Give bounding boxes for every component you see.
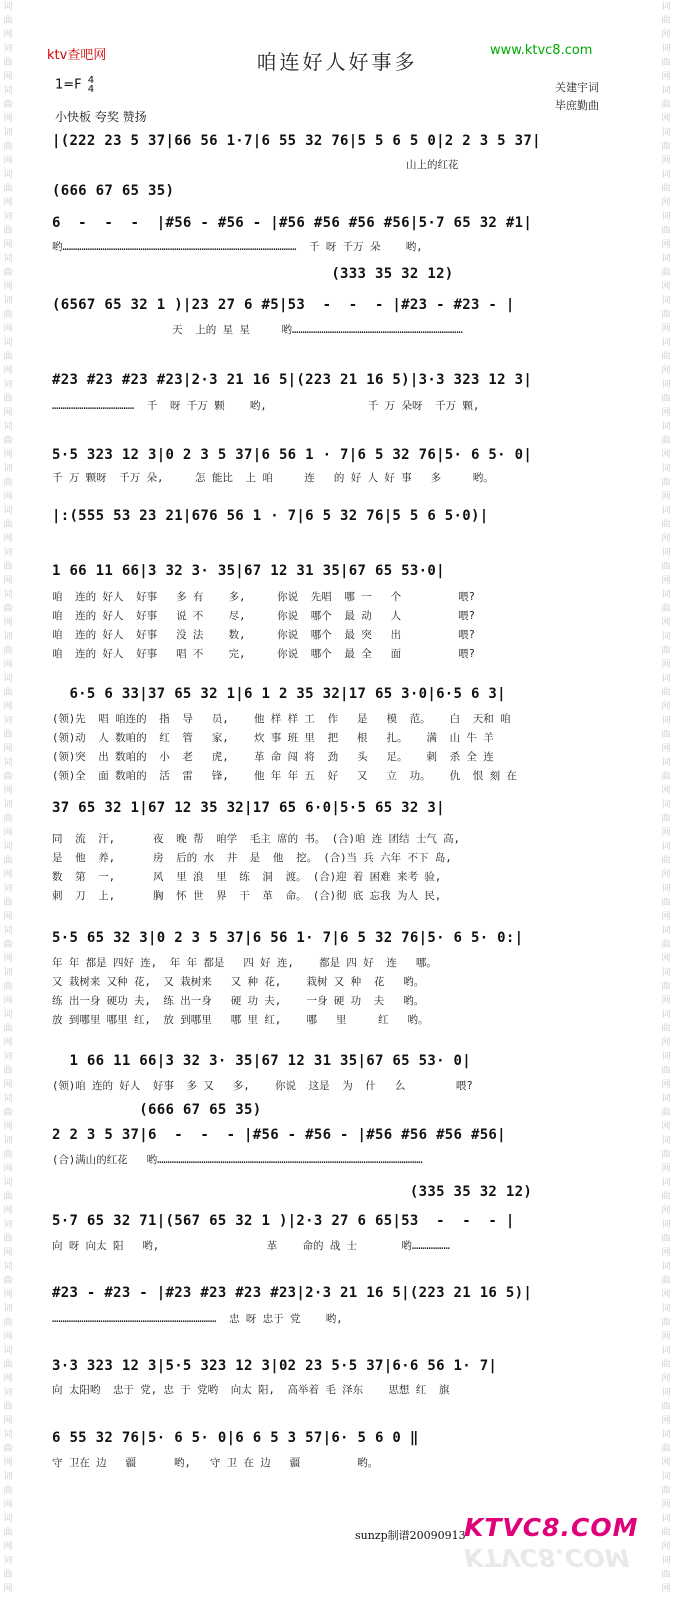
watermark-char: 词 [3, 1346, 13, 1356]
watermark-char: 网 [3, 198, 13, 208]
watermark-char: 曲 [661, 1360, 671, 1370]
watermark-char: 曲 [661, 1108, 671, 1118]
watermark-char: 曲 [661, 814, 671, 824]
composer: 毕庶勤曲 [555, 99, 599, 112]
watermark-char: 网 [661, 1374, 671, 1384]
watermark-char: 词 [3, 464, 13, 474]
watermark-char: 网 [3, 282, 13, 292]
watermark-char: 网 [3, 1038, 13, 1048]
watermark-char: 曲 [3, 100, 13, 110]
watermark-char: 词 [3, 884, 13, 894]
watermark-char: 词 [3, 1304, 13, 1314]
watermark-char: 网 [661, 1290, 671, 1300]
watermark-char: 词 [3, 1262, 13, 1272]
watermark-char: 曲 [3, 520, 13, 530]
watermark-char: 词 [3, 758, 13, 768]
watermark-char: 曲 [661, 142, 671, 152]
watermark-char: 网 [661, 1542, 671, 1552]
notation-line: (335 35 32 12) [52, 1184, 533, 1200]
watermark-char: 词 [661, 1010, 671, 1020]
watermark-char: 网 [661, 1038, 671, 1048]
watermark-char: 曲 [3, 142, 13, 152]
lyrics-line: (合)满山的红花 哟……………………………………………………………………………………………………………… [52, 1154, 423, 1166]
watermark-char: 网 [3, 954, 13, 964]
watermark-char: 词 [661, 422, 671, 432]
watermark-char: 词 [661, 2, 671, 12]
watermark-char: 曲 [661, 184, 671, 194]
watermark-char: 曲 [3, 1570, 13, 1580]
lyrics-line: 放 到哪里 哪里 红, 放 到哪里 哪 里 红, 哪 里 红 哟。 [52, 1014, 429, 1026]
watermark-char: 网 [3, 1542, 13, 1552]
watermark-char: 曲 [661, 898, 671, 908]
notation-line: 1 66 11 66|3 32 3· 35|67 12 31 35|67 65 53·0| [52, 563, 445, 579]
watermark-char: 词 [3, 1094, 13, 1104]
watermark-char: 网 [661, 1458, 671, 1468]
watermark-char: 曲 [3, 646, 13, 656]
watermark-char: 曲 [3, 814, 13, 824]
watermark-char: 网 [661, 870, 671, 880]
watermark-char: 词 [661, 926, 671, 936]
watermark-char: 词 [3, 170, 13, 180]
watermark-char: 网 [3, 786, 13, 796]
watermark-char: 网 [661, 1500, 671, 1510]
watermark-char: 曲 [3, 856, 13, 866]
watermark-char: 网 [3, 1122, 13, 1132]
watermark-char: 曲 [3, 772, 13, 782]
watermark-char: 曲 [661, 352, 671, 362]
watermark-char: 词 [661, 170, 671, 180]
lyrics-line: 年 年 都是 四好 连, 年 年 都是 四 好 连, 都是 四 好 连 哪。 [52, 957, 437, 969]
time-signature [88, 76, 94, 94]
watermark-char: 曲 [661, 16, 671, 26]
lyrics-line: ………………………………… 千 呀 千万 颗 哟, 千 万 朵呀 千万 颗, [52, 400, 480, 412]
watermark-char: 词 [3, 842, 13, 852]
watermark-char: 词 [661, 968, 671, 978]
watermark-char: 曲 [661, 772, 671, 782]
watermark-char: 网 [3, 72, 13, 82]
watermark-char: 词 [3, 1514, 13, 1524]
lyrics-line: 咱 连的 好人 好事 没 法 数, 你说 哪个 最 突 出 喂? [52, 629, 475, 641]
tempo-marking: 小快板 夸奖 赞扬 [55, 110, 147, 124]
watermark-char: 网 [661, 828, 671, 838]
watermark-char: 词 [661, 254, 671, 264]
watermark-char: 词 [3, 926, 13, 936]
watermark-char: 曲 [661, 1570, 671, 1580]
watermark-char: 网 [3, 660, 13, 670]
watermark-char: 词 [3, 1010, 13, 1020]
site-name-left[interactable]: ktv查吧网 [47, 48, 107, 63]
key-signature [55, 76, 94, 94]
watermark-char: 曲 [661, 1318, 671, 1328]
notation-line: (666 67 65 35) [52, 183, 175, 199]
watermark-char: 网 [3, 1206, 13, 1216]
watermark-char: 词 [661, 1136, 671, 1146]
site-logo-reflection: KTVC8.COM [464, 1543, 630, 1572]
watermark-char: 曲 [3, 226, 13, 236]
watermark-char: 曲 [3, 478, 13, 488]
watermark-char: 网 [661, 450, 671, 460]
watermark-char: 网 [661, 1584, 671, 1594]
watermark-char: 词 [661, 128, 671, 138]
watermark-char: 曲 [3, 310, 13, 320]
lyrics-line: 刺 刀 上, 胸 怀 世 界 干 革 命。 (合)彻 底 忘我 为人 民, [52, 890, 442, 902]
lyrics-line: 又 栽树来 又种 花, 又 栽树来 又 种 花, 栽树 又 种 花 哟。 [52, 976, 425, 988]
watermark-char: 曲 [661, 58, 671, 68]
watermark-char: 词 [3, 1220, 13, 1230]
watermark-char: 曲 [661, 562, 671, 572]
watermark-char: 网 [3, 1374, 13, 1384]
watermark-char: 词 [3, 422, 13, 432]
watermark-char: 网 [661, 618, 671, 628]
notation-line: 5·5 65 32 3|0 2 3 5 37|6 56 1· 7|6 5 32 76|5· 6 5· 0:| [52, 930, 524, 946]
watermark-char: 词 [3, 2, 13, 12]
lyrics-line: (领)先 唱 咱连的 指 导 员, 他 样 样 工 作 是 模 范。 白 天和 咱 [52, 713, 511, 725]
lyrics-line: 向 太阳哟 忠于 党, 忠 于 党哟 向太 阳, 高举着 毛 泽东 思想 红 旗 [52, 1384, 450, 1396]
watermark-char: 词 [3, 1052, 13, 1062]
watermark-char: 网 [661, 492, 671, 502]
watermark-char: 网 [661, 366, 671, 376]
watermark-char: 词 [661, 632, 671, 642]
watermark-char: 词 [3, 1556, 13, 1566]
watermark-char: 词 [3, 338, 13, 348]
watermark-char: 词 [661, 296, 671, 306]
watermark-char: 曲 [661, 646, 671, 656]
lyrics-line: 咱 连的 好人 好事 说 不 尽, 你说 哪个 最 动 人 喂? [52, 610, 475, 622]
watermark-char: 词 [661, 1220, 671, 1230]
watermark-char: 网 [661, 954, 671, 964]
notation-line: #23 - #23 - |#23 #23 #23 #23|2·3 21 16 5|(223 21 16 5)| [52, 1285, 533, 1301]
watermark-char: 词 [3, 968, 13, 978]
watermark-char: 词 [661, 1388, 671, 1398]
notation-line: 5·5 323 12 3|0 2 3 5 37|6 56 1 · 7|6 5 32 76|5· 6 5· 0| [52, 447, 533, 463]
notation-line: 37 65 32 1|67 12 35 32|17 65 6·0|5·5 65 32 3| [52, 800, 445, 816]
notation-line: (333 35 32 12) [52, 266, 454, 282]
watermark-char: 词 [661, 800, 671, 810]
notation-line: 3·3 323 12 3|5·5 323 12 3|02 23 5·5 37|6·6 56 1· 7| [52, 1358, 498, 1374]
watermark-char: 网 [3, 702, 13, 712]
watermark-char: 网 [3, 240, 13, 250]
watermark-char: 曲 [3, 1150, 13, 1160]
watermark-char: 网 [661, 1080, 671, 1090]
watermark-char: 网 [661, 660, 671, 670]
watermark-char: 网 [3, 1332, 13, 1342]
watermark-char: 曲 [3, 16, 13, 26]
watermark-char: 曲 [3, 1024, 13, 1034]
watermark-char: 词 [661, 464, 671, 474]
watermark-char: 网 [3, 912, 13, 922]
watermark-char: 词 [661, 1556, 671, 1566]
watermark-char: 曲 [661, 478, 671, 488]
transcriber-signature: sunzp制谱20090913 [355, 1529, 466, 1542]
watermark-char: 曲 [3, 268, 13, 278]
watermark-char: 曲 [661, 1234, 671, 1244]
watermark-char: 曲 [3, 1528, 13, 1538]
watermark-char: 词 [661, 1178, 671, 1188]
watermark-char: 网 [3, 576, 13, 586]
watermark-char: 网 [3, 744, 13, 754]
time-top: 4 [87, 75, 95, 86]
watermark-char: 曲 [661, 394, 671, 404]
lyrics-line: 千 万 颗呀 千万 朵, 怎 能比 上 咱 连 的 好 人 好 事 多 哟。 [52, 472, 494, 484]
watermark-char: 曲 [661, 940, 671, 950]
notation-line: 6·5 6 33|37 65 32 1|6 1 2 35 32|17 65 3·0|6·5 6 3| [52, 686, 506, 702]
watermark-char: 网 [661, 324, 671, 334]
watermark-char: 网 [661, 1332, 671, 1342]
lyrics-line: 天 上的 星 星 哟……………………………………………………………………… [52, 324, 463, 336]
watermark-char: 网 [661, 534, 671, 544]
lyrics-line: 同 流 汗, 夜 晚 帮 咱学 毛主 席的 书。 (合)咱 连 团结 士气 高, [52, 833, 461, 845]
watermark-char: 网 [661, 198, 671, 208]
watermark-char: 网 [661, 30, 671, 40]
watermark-char: 网 [3, 1458, 13, 1468]
watermark-char: 曲 [661, 1486, 671, 1496]
watermark-char: 词 [661, 842, 671, 852]
watermark-char: 曲 [661, 268, 671, 278]
watermark-char: 曲 [661, 1402, 671, 1412]
notation-line: 6 - - - |#56 - #56 - |#56 #56 #56 #56|5·7 65 32 #1| [52, 215, 533, 231]
watermark-char: 网 [3, 1290, 13, 1300]
notation-line: 6 55 32 76|5· 6 5· 0|6 6 5 3 57|6· 5 6 0 ‖ [52, 1430, 419, 1446]
watermark-char: 网 [3, 1164, 13, 1174]
watermark-char: 词 [661, 1052, 671, 1062]
watermark-char: 网 [3, 114, 13, 124]
watermark-char: 曲 [3, 1234, 13, 1244]
watermark-char: 曲 [661, 1528, 671, 1538]
watermark-char: 词 [3, 1178, 13, 1188]
watermark-char: 词 [661, 1262, 671, 1272]
watermark-char: 词 [3, 296, 13, 306]
watermark-char: 词 [661, 674, 671, 684]
watermark-char: 词 [661, 212, 671, 222]
notation-line: (666 67 65 35) [52, 1102, 262, 1118]
watermark-char: 词 [661, 338, 671, 348]
watermark-char: 网 [661, 1416, 671, 1426]
watermark-char: 词 [661, 590, 671, 600]
lyrics-line: 是 他 养, 房 后的 水 井 是 他 挖。 (合)当 兵 六年 不下 岛, [52, 852, 452, 864]
watermark-char: 曲 [3, 184, 13, 194]
watermark-char: 词 [661, 1472, 671, 1482]
notation-line: 2 2 3 5 37|6 - - - |#56 - #56 - |#56 #56 #56 #56| [52, 1127, 506, 1143]
watermark-char: 词 [661, 758, 671, 768]
watermark-char: 词 [3, 800, 13, 810]
watermark-char: 曲 [661, 310, 671, 320]
watermark-char: 网 [3, 450, 13, 460]
lyrics-line: 咱 连的 好人 好事 多 有 多, 你说 先唱 哪 一 个 喂? [52, 591, 475, 603]
watermark-char: 网 [661, 156, 671, 166]
watermark-char: 词 [3, 590, 13, 600]
watermark-right [658, 0, 674, 1600]
watermark-char: 网 [3, 1080, 13, 1090]
watermark-char: 词 [661, 548, 671, 558]
watermark-char: 词 [661, 1346, 671, 1356]
watermark-char: 曲 [661, 1444, 671, 1454]
watermark-char: 词 [661, 716, 671, 726]
watermark-char: 词 [661, 86, 671, 96]
watermark-char: 网 [3, 1584, 13, 1594]
watermark-char: 词 [3, 380, 13, 390]
watermark-char: 词 [3, 506, 13, 516]
watermark-char: 曲 [661, 100, 671, 110]
watermark-char: 曲 [661, 520, 671, 530]
watermark-char: 网 [661, 408, 671, 418]
song-title: 咱连好人好事多 [256, 50, 418, 74]
watermark-char: 词 [3, 212, 13, 222]
watermark-char: 曲 [3, 604, 13, 614]
watermark-char: 网 [661, 282, 671, 292]
watermark-char: 曲 [3, 688, 13, 698]
watermark-char: 曲 [3, 1318, 13, 1328]
lyricist: 关建宇词 [555, 81, 599, 94]
watermark-char: 曲 [3, 58, 13, 68]
lyrics-line: 向 呀 向太 阳 哟, 革 命的 战 士 哟……………… [52, 1240, 450, 1252]
watermark-char: 词 [3, 86, 13, 96]
watermark-char: 词 [661, 1430, 671, 1440]
lyrics-line: 山上的红花 [52, 159, 459, 171]
site-url-right[interactable]: www.ktvc8.com [490, 43, 593, 58]
watermark-char: 词 [3, 1430, 13, 1440]
notation-line: #23 #23 #23 #23|2·3 21 16 5|(223 21 16 5)|3·3 323 12 3| [52, 372, 533, 388]
watermark-char: 词 [661, 380, 671, 390]
watermark-char: 曲 [661, 436, 671, 446]
watermark-char: 曲 [661, 1150, 671, 1160]
notation-line: |:(555 53 23 21|676 56 1 · 7|6 5 32 76|5 5 6 5·0)| [52, 508, 489, 524]
watermark-char: 网 [661, 114, 671, 124]
watermark-char: 网 [661, 744, 671, 754]
watermark-char: 曲 [3, 1486, 13, 1496]
watermark-char: 曲 [3, 436, 13, 446]
watermark-char: 网 [3, 1500, 13, 1510]
watermark-char: 曲 [3, 1108, 13, 1118]
notation-line: 5·7 65 32 71|(567 65 32 1 )|2·3 27 6 65|53 - - - | [52, 1213, 515, 1229]
watermark-left [0, 0, 16, 1600]
watermark-char: 曲 [661, 1276, 671, 1286]
watermark-char: 曲 [3, 394, 13, 404]
watermark-char: 词 [661, 1304, 671, 1314]
watermark-char: 网 [3, 30, 13, 40]
watermark-char: 网 [3, 408, 13, 418]
watermark-char: 曲 [661, 1024, 671, 1034]
watermark-char: 曲 [3, 352, 13, 362]
time-bottom: 4 [87, 84, 95, 95]
watermark-char: 网 [661, 1122, 671, 1132]
watermark-char: 词 [3, 632, 13, 642]
watermark-char: 网 [661, 1164, 671, 1174]
watermark-char: 网 [661, 576, 671, 586]
watermark-char: 词 [661, 1514, 671, 1524]
watermark-char: 词 [3, 128, 13, 138]
lyrics-line: (领)咱 连的 好人 好事 多 又 多, 你说 这是 为 什 么 喂? [52, 1080, 473, 1092]
watermark-char: 曲 [661, 604, 671, 614]
watermark-char: 网 [661, 1206, 671, 1216]
watermark-char: 网 [661, 786, 671, 796]
watermark-char: 曲 [3, 1066, 13, 1076]
watermark-char: 网 [3, 492, 13, 502]
watermark-char: 曲 [3, 1276, 13, 1286]
watermark-char: 曲 [3, 730, 13, 740]
lyrics-line: …………………………………………………………………… 忠 呀 忠于 党 哟, [52, 1313, 343, 1325]
lyrics-line: (领)突 出 数咱的 小 老 虎, 革 命 闯 将 劲 头 足。 刺 杀 全 连 [52, 751, 494, 763]
lyrics-line: 练 出一身 硬功 夫, 练 出一身 硬 功 夫, 一身 硬 功 夫 哟。 [52, 995, 425, 1007]
key-label: 1=F [55, 77, 82, 93]
watermark-char: 词 [661, 44, 671, 54]
watermark-char: 曲 [661, 1192, 671, 1202]
watermark-char: 词 [3, 548, 13, 558]
watermark-char: 曲 [3, 940, 13, 950]
watermark-char: 网 [661, 702, 671, 712]
watermark-char: 网 [3, 618, 13, 628]
watermark-char: 曲 [3, 898, 13, 908]
notation-line: |(222 23 5 37|66 56 1·7|6 55 32 76|5 5 6 5 0|2 2 3 5 37| [52, 133, 541, 149]
site-logo[interactable]: KTVC8.COM [464, 1513, 639, 1542]
watermark-char: 网 [3, 870, 13, 880]
watermark-char: 网 [3, 156, 13, 166]
watermark-char: 词 [3, 674, 13, 684]
watermark-char: 网 [3, 1248, 13, 1258]
watermark-char: 曲 [3, 562, 13, 572]
watermark-char: 曲 [661, 982, 671, 992]
watermark-char: 曲 [3, 1444, 13, 1454]
watermark-char: 曲 [661, 226, 671, 236]
watermark-char: 曲 [3, 1192, 13, 1202]
watermark-char: 网 [3, 324, 13, 334]
watermark-char: 词 [3, 1472, 13, 1482]
watermark-char: 曲 [3, 1402, 13, 1412]
watermark-char: 曲 [661, 730, 671, 740]
watermark-char: 网 [661, 912, 671, 922]
watermark-char: 网 [3, 828, 13, 838]
watermark-char: 网 [661, 1248, 671, 1258]
lyrics-line: 守 卫在 边 疆 哟, 守 卫 在 边 疆 哟。 [52, 1457, 379, 1469]
watermark-char: 网 [661, 240, 671, 250]
watermark-char: 网 [3, 1416, 13, 1426]
watermark-char: 曲 [661, 688, 671, 698]
lyrics-line: 咱 连的 好人 好事 唱 不 完, 你说 哪个 最 全 面 喂? [52, 648, 475, 660]
watermark-char: 网 [661, 996, 671, 1006]
watermark-char: 曲 [661, 1066, 671, 1076]
watermark-char: 网 [3, 996, 13, 1006]
lyrics-line: (领)动 人 数咱的 红 管 家, 炊 事 班 里 把 根 扎。 满 山 牛 羊 [52, 732, 494, 744]
lyrics-line: (领)全 面 数咱的 活 雷 锋, 他 年 年 五 好 又 立 功。 仇 恨 刻 在 [52, 770, 517, 782]
watermark-char: 词 [3, 1388, 13, 1398]
lyrics-line: 哟………………………………………………………………………………………………… 千 呀 千万 朵 哟, [52, 241, 423, 253]
watermark-char: 词 [3, 716, 13, 726]
watermark-char: 词 [661, 884, 671, 894]
watermark-char: 词 [661, 506, 671, 516]
notation-line: (6567 65 32 1 )|23 27 6 #5|53 - - - |#23 - #23 - | [52, 297, 515, 313]
lyrics-line: 数 第 一, 风 里 浪 里 练 洞 渡。 (合)迎 着 困难 来考 验, [52, 871, 442, 883]
notation-line: 1 66 11 66|3 32 3· 35|67 12 31 35|67 65 53· 0| [52, 1053, 471, 1069]
watermark-char: 词 [661, 1094, 671, 1104]
watermark-char: 词 [3, 1136, 13, 1146]
watermark-char: 曲 [3, 982, 13, 992]
watermark-char: 网 [661, 72, 671, 82]
watermark-char: 网 [3, 366, 13, 376]
watermark-char: 曲 [3, 1360, 13, 1370]
watermark-char: 词 [3, 254, 13, 264]
watermark-char: 曲 [661, 856, 671, 866]
watermark-char: 网 [3, 534, 13, 544]
watermark-char: 词 [3, 44, 13, 54]
